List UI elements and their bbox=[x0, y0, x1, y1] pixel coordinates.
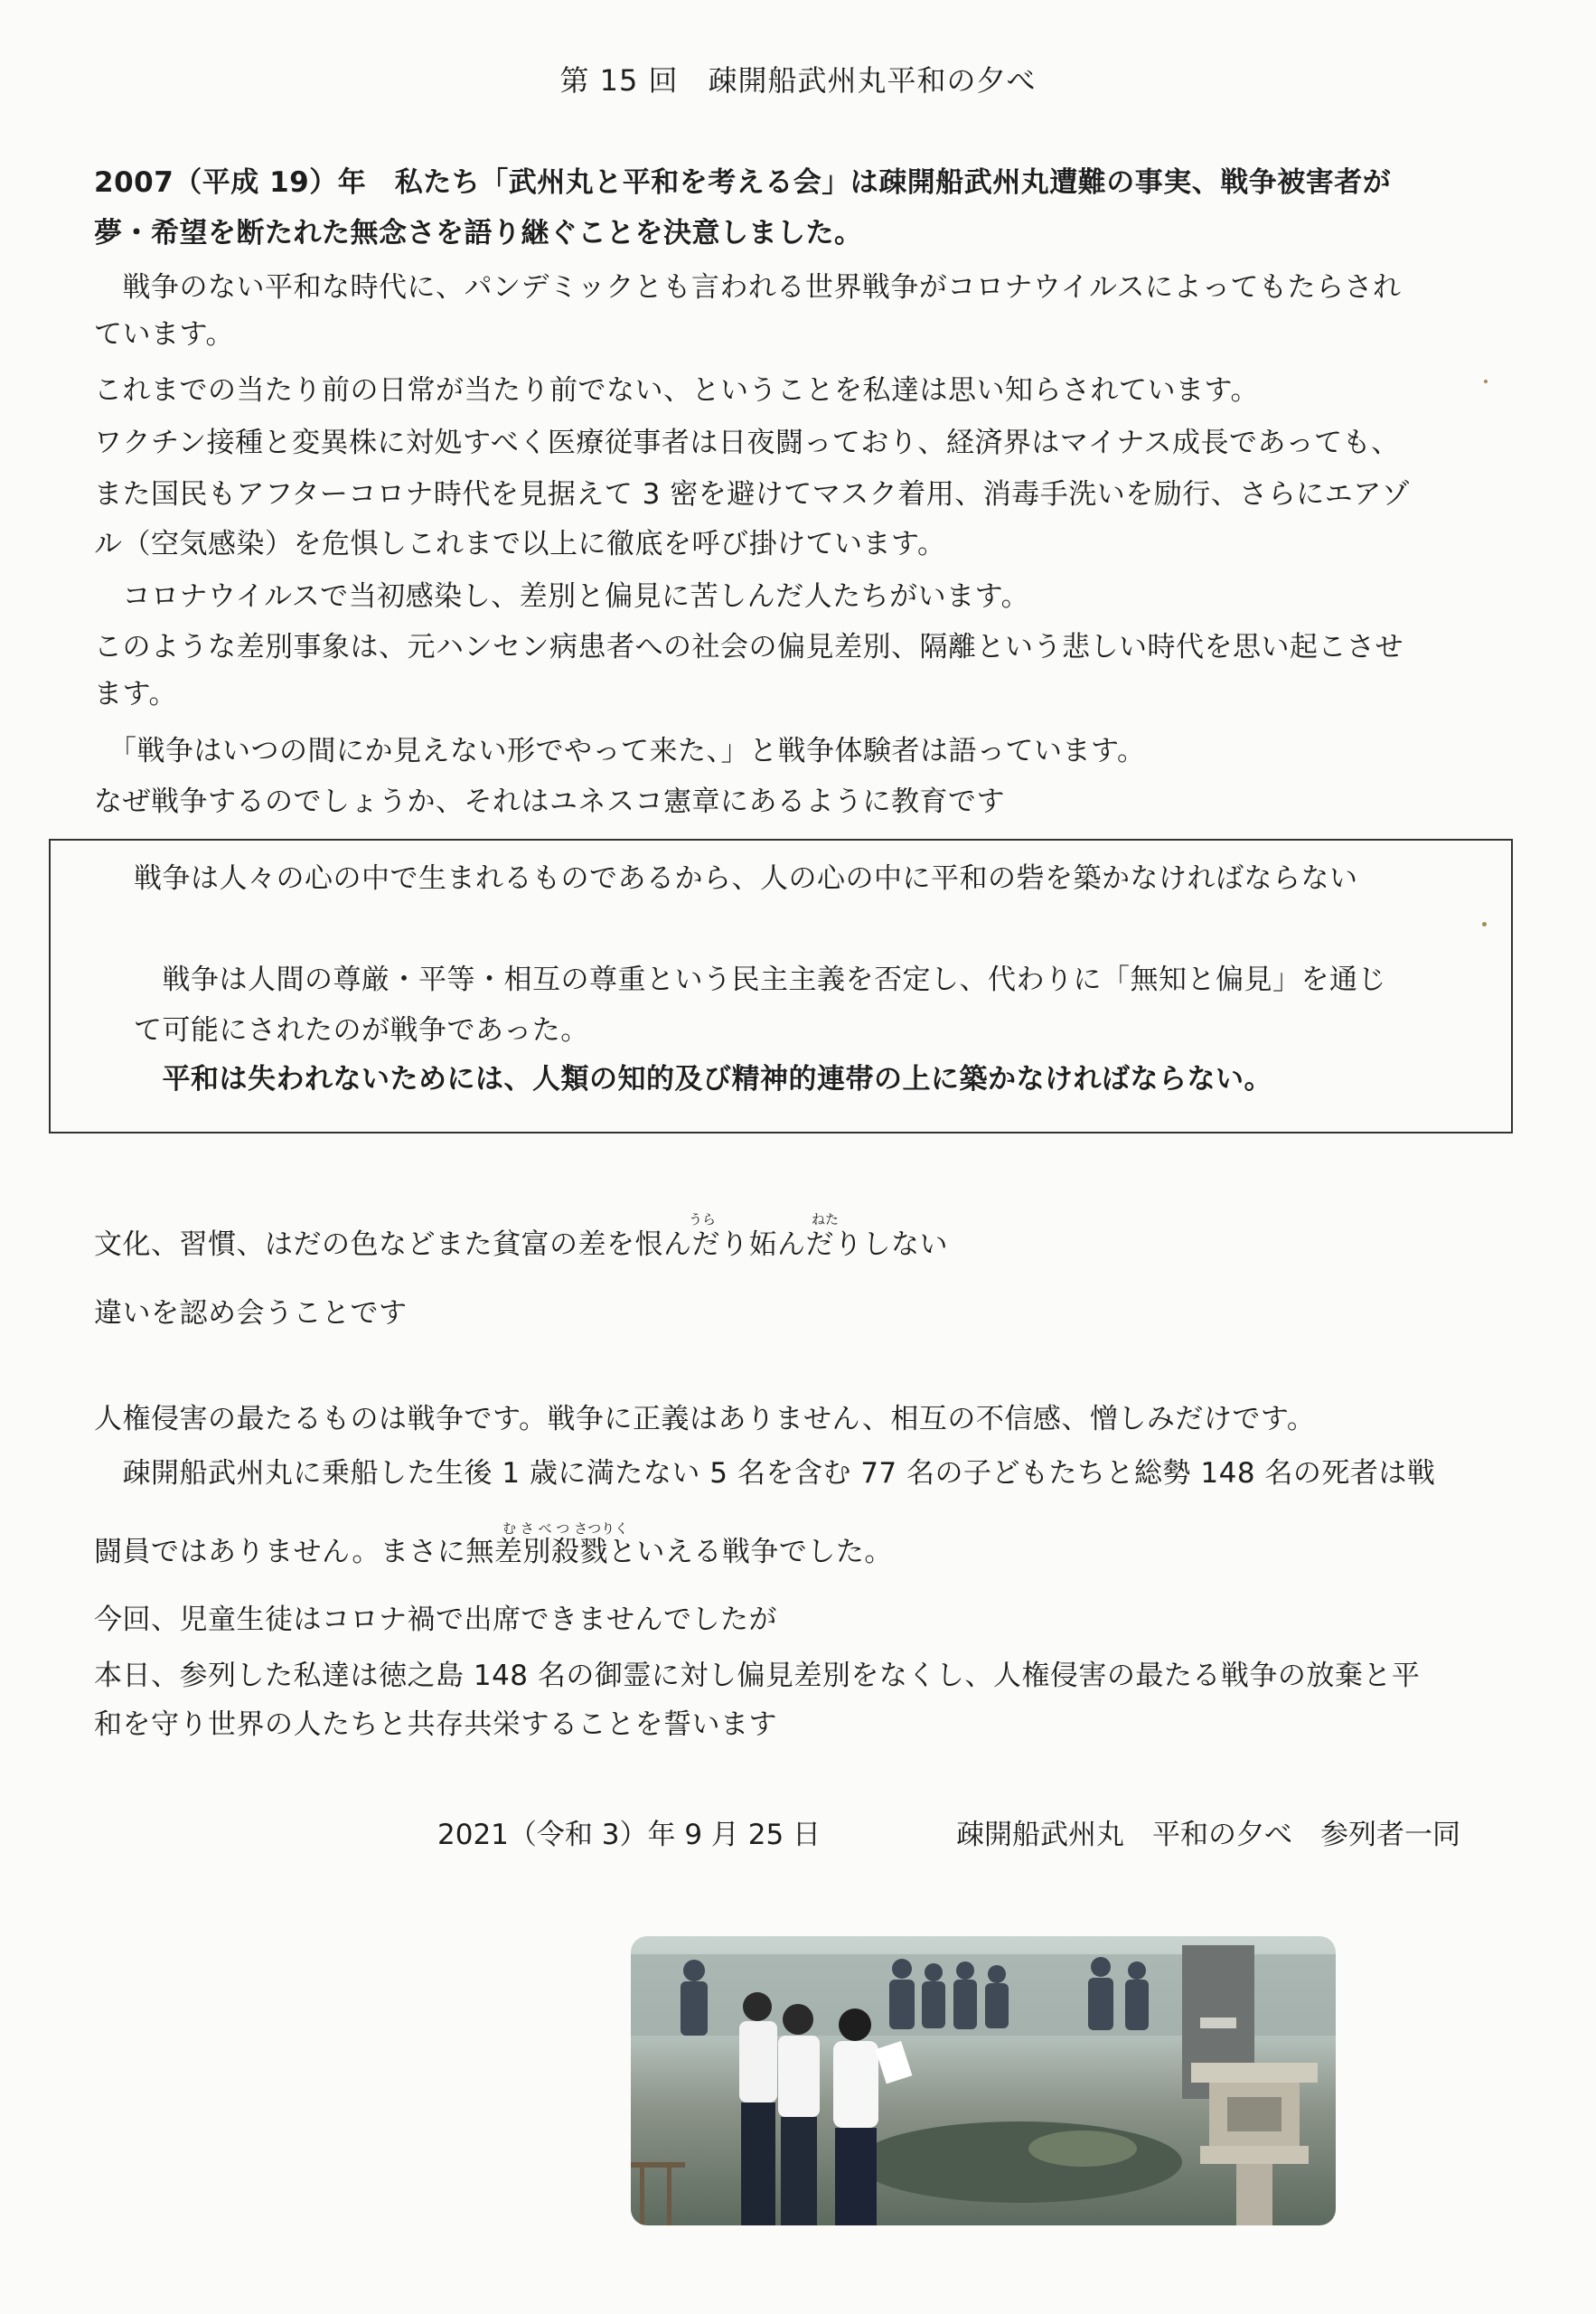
unesco-charter-box bbox=[49, 839, 1513, 1133]
body-line: 違いを認め会うことです bbox=[94, 1297, 408, 1330]
body-line: なぜ戦争するのでしょうか、それはユネスコ憲章にあるように教育です bbox=[94, 785, 1005, 818]
body-line: 闘員ではありません。まさに無差別殺戮といえる戦争でした。 bbox=[94, 1536, 893, 1568]
box-line: 戦争は人間の尊厳・平等・相互の尊重という民主主義を否定し、代わりに「無知と偏見」を通じ bbox=[134, 964, 1386, 996]
body-line: ワクチン接種と変異株に対処すべく医療従事者は日夜闘っており、経済界はマイナス成長であっても、 bbox=[94, 427, 1400, 459]
body-line: 疎開船武州丸に乗船した生後 1 歳に満たない 5 名を含む 77 名の子どもたちと総勢 148 名の死者は戦 bbox=[94, 1457, 1436, 1490]
signature-author: 疎開船武州丸 平和の夕べ 参列者一同 bbox=[956, 1819, 1460, 1851]
ceremony-photo-drawing bbox=[631, 1936, 1336, 2225]
intro-line: 夢・希望を断たれた無念さを語り継ぐことを決意しました。 bbox=[94, 217, 863, 249]
box-line: 戦争は人々の心の中で生まれるものであるから、人の心の中に平和の砦を築かなければならない bbox=[134, 862, 1358, 895]
box-line: て可能にされたのが戦争であった。 bbox=[134, 1014, 589, 1047]
body-line: 人権侵害の最たるものは戦争です。戦争に正義はありません、相互の不信感、憎しみだけです。 bbox=[94, 1403, 1316, 1435]
ceremony-photo bbox=[631, 1936, 1336, 2225]
body-line: 戦争のない平和な時代に、パンデミックとも言われる世界戦争がコロナウイルスによってもたらされ bbox=[94, 271, 1402, 304]
body-line: ル（空気感染）を危惧しこれまで以上に徹底を呼び掛けています。 bbox=[94, 528, 946, 560]
body-line: 本日、参列した私達は徳之島 148 名の御霊に対し偏見差別をなくし、人権侵害の最たる戦争の放棄と平 bbox=[94, 1660, 1421, 1692]
body-line: このような差別事象は、元ハンセン病患者への社会の偏見差別、隔離という悲しい時代を思い起こさせ bbox=[94, 631, 1404, 663]
body-line: これまでの当たり前の日常が当たり前でない、ということを私達は思い知らされています。 bbox=[94, 374, 1260, 407]
body-line: また国民もアフターコロナ時代を見据えて 3 密を避けてマスク着用、消毒手洗いを励行、さらにエアゾ bbox=[94, 478, 1411, 511]
box-line: 平和は失われないためには、人類の知的及び精神的連帯の上に築かなければならない。 bbox=[134, 1063, 1272, 1096]
body-line: ます。 bbox=[94, 678, 178, 710]
body-line: 和を守り世界の人たちと共存共栄することを誓います bbox=[94, 1708, 777, 1741]
ruby-annotation: む さ べ つ さつりく bbox=[502, 1520, 629, 1537]
speck bbox=[1484, 380, 1488, 383]
body-line: 文化、習慣、はだの色などまた貧富の差を恨んだり妬んだりしない bbox=[94, 1228, 948, 1261]
speck bbox=[1482, 922, 1487, 927]
body-line: 今回、児童生徒はコロナ禍で出席できませんでしたが bbox=[94, 1604, 777, 1636]
signature-date: 2021（令和 3）年 9 月 25 日 bbox=[437, 1819, 821, 1851]
intro-line: 2007（平成 19）年 私たち「武州丸と平和を考える会」は疎開船武州丸遭難の事実、戦争被害者が bbox=[94, 166, 1392, 199]
body-line: ています。 bbox=[94, 318, 235, 351]
body-line: 「戦争はいつの間にか見えない形でやって来た、」と戦争体験者は語っています。 bbox=[94, 735, 1146, 767]
page-title: 第 15 回 疎開船武州丸平和の夕べ bbox=[559, 63, 1037, 98]
body-line: コロナウイルスで当初感染し、差別と偏見に苦しんだ人たちがいます。 bbox=[94, 580, 1030, 613]
ruby-annotation: うら bbox=[689, 1211, 717, 1228]
ruby-annotation: ねた bbox=[812, 1211, 840, 1228]
